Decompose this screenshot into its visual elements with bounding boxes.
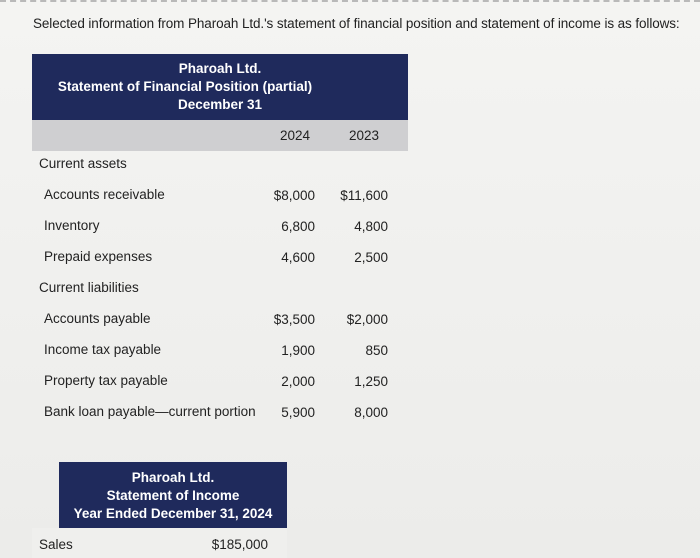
- income-company: Pharoah Ltd.: [131, 470, 215, 485]
- value-2023: 1,250: [354, 374, 388, 389]
- row-label: Accounts payable: [44, 311, 151, 326]
- value-2024: 1,900: [281, 343, 315, 358]
- year-2023-header: 2023: [349, 128, 380, 143]
- row-label: Accounts receivable: [44, 187, 165, 202]
- value-2024: 6,800: [281, 219, 315, 234]
- section-current-assets: Current assets: [39, 156, 127, 171]
- value-2024: 5,900: [281, 405, 315, 420]
- value-2023: $11,600: [340, 188, 388, 203]
- section-current-liabilities: Current liabilities: [39, 280, 139, 295]
- year-2024-header: 2024: [280, 128, 311, 143]
- value-2024: 2,000: [281, 374, 315, 389]
- row-label: Inventory: [44, 218, 100, 233]
- income-header: [59, 462, 287, 528]
- row-label: Income tax payable: [44, 342, 162, 357]
- value-2024: $3,500: [273, 312, 315, 327]
- value-2024: $8,000: [273, 188, 315, 203]
- value-2023: 4,800: [354, 219, 388, 234]
- value-2024: 4,600: [281, 250, 315, 265]
- row-label: Bank loan payable—current portion: [44, 404, 256, 419]
- dashed-divider: [0, 0, 700, 2]
- value-2023: 850: [365, 343, 388, 358]
- income-statement-title: Statement of Income: [106, 488, 240, 503]
- row-label: Prepaid expenses: [44, 249, 153, 264]
- sfp-company: Pharoah Ltd.: [178, 61, 262, 76]
- sales-value: $185,000: [211, 537, 268, 552]
- sales-label: Sales: [39, 537, 73, 552]
- value-2023: 2,500: [354, 250, 388, 265]
- value-2023: $2,000: [346, 312, 388, 327]
- income-period: Year Ended December 31, 2024: [73, 506, 273, 521]
- value-2023: 8,000: [354, 405, 388, 420]
- intro-text: Selected information from Pharoah Ltd.'s statement of financial position and statement of income is as follows:: [33, 16, 680, 31]
- sfp-statement-title: Statement of Financial Position (partial): [57, 79, 313, 94]
- row-label: Property tax payable: [44, 373, 168, 388]
- sfp-date: December 31: [177, 97, 263, 112]
- sfp-header: [32, 54, 408, 120]
